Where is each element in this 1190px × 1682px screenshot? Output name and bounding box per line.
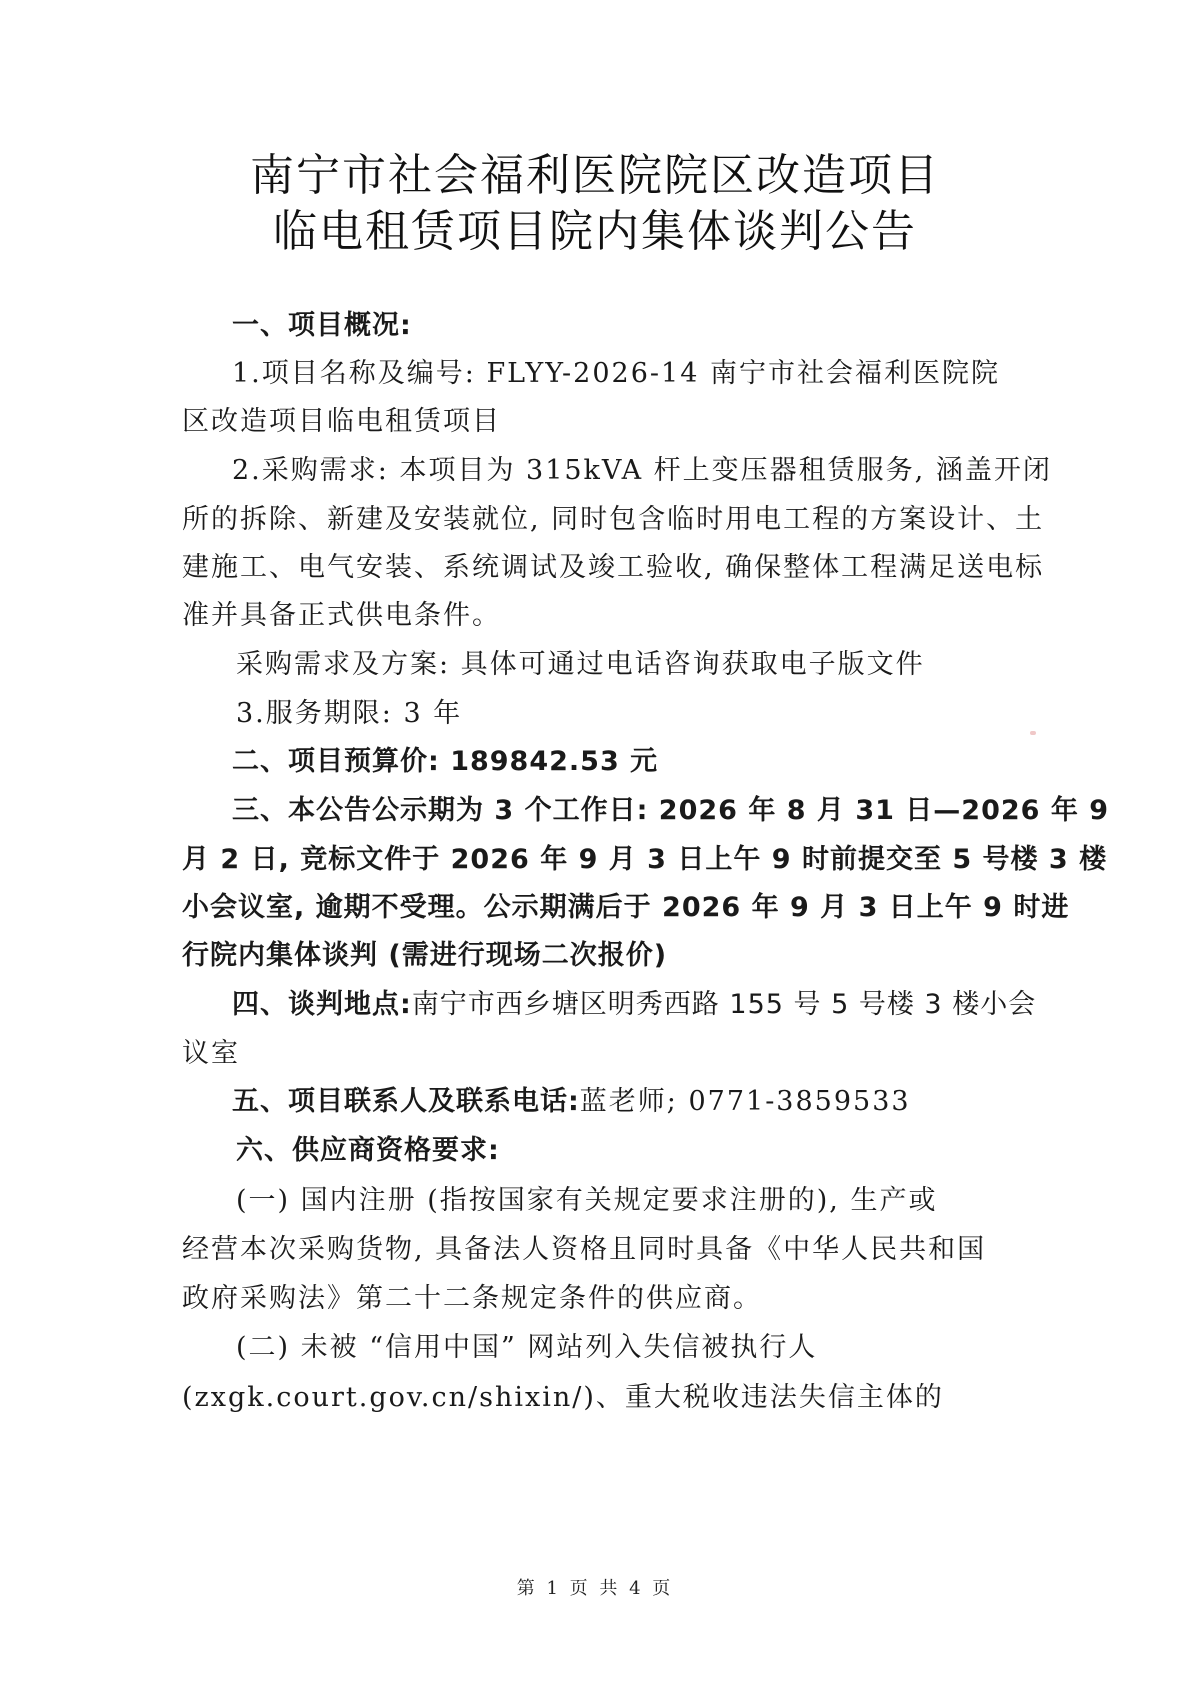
location-line-2: 议室 bbox=[182, 1038, 240, 1069]
qualification-2-line-1: (二) 未被 “信用中国” 网站列入失信被执行人 bbox=[236, 1332, 818, 1363]
qualification-2-line-2: (zxgk.court.gov.cn/shixin/)、重大税收违法失信主体的 bbox=[182, 1382, 944, 1413]
contact-value: 蓝老师; 0771-3859533 bbox=[579, 1086, 911, 1117]
document-title-line-1: 南宁市社会福利医院院区改造项目 bbox=[250, 150, 940, 201]
item2-line-1: 2.采购需求: 本项目为 315kVA 杆上变压器租赁服务, 涵盖开闭 bbox=[232, 455, 1052, 486]
item2-line-3: 建施工、电气安装、系统调试及竣工验收, 确保整体工程满足送电标 bbox=[182, 552, 1045, 583]
page-number-footer: 第 1 页 共 4 页 bbox=[516, 1578, 674, 1599]
document-title-line-2: 临电租赁项目院内集体谈判公告 bbox=[273, 206, 917, 257]
qualification-1-line-2: 经营本次采购货物, 具备法人资格且同时具备《中华人民共和国 bbox=[182, 1234, 987, 1265]
item3-service-term: 3.服务期限: 3 年 bbox=[236, 698, 463, 729]
notice-line-2: 月 2 日, 竞标文件于 2026 年 9 月 3 日上午 9 时前提交至 5 号楼 3 楼 bbox=[182, 844, 1108, 875]
overview-heading: 一、项目概况: bbox=[232, 310, 412, 341]
notice-line-4: 行院内集体谈判 (需进行现场二次报价) bbox=[182, 940, 668, 971]
plan-line: 采购需求及方案: 具体可通过电话咨询获取电子版文件 bbox=[236, 649, 925, 680]
item2-line-2: 所的拆除、新建及安装就位, 同时包含临时用电工程的方案设计、土 bbox=[182, 504, 1045, 535]
contact-label: 五、项目联系人及联系电话: bbox=[232, 1086, 580, 1117]
contact-line bbox=[232, 1084, 911, 1120]
qualification-1-line-1: (一) 国内注册 (指按国家有关规定要求注册的), 生产或 bbox=[236, 1185, 938, 1216]
item2-line-4: 准并具备正式供电条件。 bbox=[182, 600, 501, 631]
notice-line-1: 三、本公告公示期为 3 个工作日: 2026 年 8 月 31 日—2026 年 9 bbox=[232, 795, 1110, 826]
qualification-1-line-3: 政府采购法》第二十二条规定条件的供应商。 bbox=[182, 1283, 762, 1314]
item1-line-1: 1.项目名称及编号: FLYY-2026-14 南宁市社会福利医院院 bbox=[232, 358, 1000, 389]
location-label: 四、谈判地点: bbox=[232, 989, 412, 1020]
notice-line-3: 小会议室, 逾期不受理。公示期满后于 2026 年 9 月 3 日上午 9 时进 bbox=[182, 892, 1070, 923]
scan-speck bbox=[1030, 731, 1036, 735]
item1-line-2: 区改造项目临电租赁项目 bbox=[182, 406, 501, 437]
budget-heading: 二、项目预算价: 189842.53 元 bbox=[232, 746, 659, 777]
location-line bbox=[232, 987, 1036, 1023]
qualification-heading: 六、供应商资格要求: bbox=[236, 1135, 500, 1166]
location-value: 南宁市西乡塘区明秀西路 155 号 5 号楼 3 楼小会 bbox=[411, 989, 1037, 1020]
